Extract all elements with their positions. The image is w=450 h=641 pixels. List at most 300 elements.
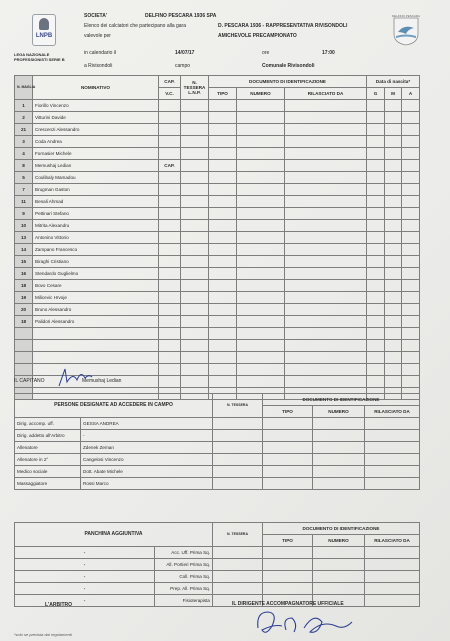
dirigente-signature-icon: [252, 604, 362, 640]
player-birth-m: [385, 352, 402, 364]
player-cap: [159, 268, 181, 280]
persona-name: GESSA ANDREA: [81, 418, 213, 430]
persona-tessera: [213, 442, 263, 454]
panchina-numero-header: NUMERO: [313, 535, 365, 547]
player-row: [15, 256, 420, 268]
player-doc-numero: [237, 328, 285, 340]
col-doc-header: DOCUMENTO DI IDENTIFICAZIONE: [209, 76, 367, 88]
player-row: [15, 148, 420, 160]
player-doc-rilasciato: [285, 100, 367, 112]
player-name: Benali Ahmad: [33, 196, 159, 208]
persone-table: [14, 393, 420, 490]
player-doc-tipo: [209, 232, 237, 244]
player-tessera: [181, 304, 209, 316]
player-doc-tipo: [209, 364, 237, 376]
player-doc-numero: [237, 124, 285, 136]
player-number: 4: [15, 148, 33, 160]
player-tessera: [181, 316, 209, 328]
player-name: Fornasier Michele: [33, 148, 159, 160]
panchina-row: [15, 571, 420, 583]
player-number: 5: [15, 172, 33, 184]
panchina-table: [14, 522, 420, 607]
player-number: 15: [15, 256, 33, 268]
player-doc-rilasciato: [285, 136, 367, 148]
player-name: Mitrita Alexandru: [33, 220, 159, 232]
player-doc-rilasciato: [285, 112, 367, 124]
player-tessera: [181, 124, 209, 136]
player-name: [33, 328, 159, 340]
player-cap: [159, 196, 181, 208]
player-name: Pettinari Stefano: [33, 208, 159, 220]
player-doc-rilasciato: [285, 184, 367, 196]
player-doc-tipo: [209, 268, 237, 280]
player-tessera: [181, 268, 209, 280]
player-row: [15, 208, 420, 220]
persona-doc-numero: [313, 454, 365, 466]
persona-doc-rilasciato: [365, 418, 420, 430]
player-tessera: [181, 148, 209, 160]
player-row: [15, 340, 420, 352]
persona-name: Rossi Marco: [81, 478, 213, 490]
player-doc-tipo: [209, 244, 237, 256]
player-birth-g: [367, 136, 385, 148]
player-number: 9: [15, 208, 33, 220]
nascita-note: *solo se prevista dai regolamenti: [14, 632, 72, 637]
player-doc-tipo: [209, 340, 237, 352]
player-birth-a: [402, 256, 420, 268]
player-cap: [159, 280, 181, 292]
player-doc-rilasciato: [285, 364, 367, 376]
player-birth-g: [367, 100, 385, 112]
player-doc-tipo: [209, 316, 237, 328]
panchina-role: Prep. All. Prima Sq.: [155, 583, 213, 595]
player-doc-rilasciato: [285, 160, 367, 172]
player-row: [15, 112, 420, 124]
persona-role: Allenatore: [15, 442, 81, 454]
persona-doc-numero: [313, 466, 365, 478]
col-rilasciato-header: RILASCIATO DA: [285, 88, 367, 100]
player-doc-numero: [237, 220, 285, 232]
player-name: Brugman Gaston: [33, 184, 159, 196]
lnpb-emblem-icon: [39, 18, 49, 30]
persona-role: Dirig. accomp. uff.: [15, 418, 81, 430]
player-birth-a: [402, 124, 420, 136]
player-number: 3: [15, 136, 33, 148]
player-row: [15, 328, 420, 340]
panchina-tessera: [213, 571, 263, 583]
persona-row: [15, 454, 420, 466]
player-birth-a: [402, 268, 420, 280]
player-row: [15, 220, 420, 232]
panchina-rilasciato-header: RILASCIATO DA: [365, 535, 420, 547]
panchina-tessera: [213, 547, 263, 559]
player-birth-m: [385, 100, 402, 112]
player-name: Antonino Vittorio: [33, 232, 159, 244]
player-doc-tipo: [209, 196, 237, 208]
col-a-header: A: [402, 88, 420, 100]
player-tessera: [181, 328, 209, 340]
player-doc-tipo: [209, 352, 237, 364]
player-cap: [159, 184, 181, 196]
player-doc-numero: [237, 148, 285, 160]
player-cap: [159, 304, 181, 316]
player-number: 14: [15, 244, 33, 256]
player-cap: [159, 316, 181, 328]
col-numero-header: NUMERO: [237, 88, 285, 100]
player-doc-tipo: [209, 256, 237, 268]
lnpb-logo: [32, 14, 56, 46]
player-doc-numero: [237, 244, 285, 256]
persone-numero-header: NUMERO: [313, 406, 365, 418]
player-doc-tipo: [209, 292, 237, 304]
player-birth-a: [402, 280, 420, 292]
player-row: [15, 352, 420, 364]
elenco-text: Elenco dei calciatori che partecipano alla gara: [84, 23, 187, 29]
persona-doc-rilasciato: [365, 466, 420, 478]
persona-doc-tipo: [263, 454, 313, 466]
player-number: 18: [15, 316, 33, 328]
player-cap: CAP.: [159, 160, 181, 172]
panchina-role: Fisioterapista: [155, 595, 213, 607]
panchina-doc-tipo: [263, 547, 313, 559]
persona-tessera: [213, 430, 263, 442]
persona-name: Dott. Abate Michele: [81, 466, 213, 478]
player-row: [15, 316, 420, 328]
panchina-tessera: [213, 559, 263, 571]
persona-doc-tipo: [263, 478, 313, 490]
persona-doc-rilasciato: [365, 454, 420, 466]
valevole-label: valevole per: [84, 33, 111, 39]
player-number: [15, 340, 33, 352]
panchina-doc-numero: [313, 571, 365, 583]
player-doc-rilasciato: [285, 316, 367, 328]
player-birth-m: [385, 316, 402, 328]
player-cap: [159, 172, 181, 184]
player-number: 1: [15, 100, 33, 112]
ore-label: ore: [262, 50, 270, 56]
player-name: [33, 340, 159, 352]
player-doc-numero: [237, 316, 285, 328]
player-cap: [159, 376, 181, 388]
player-number: 18: [15, 280, 33, 292]
player-cap: [159, 148, 181, 160]
player-row: [15, 160, 420, 172]
societa-label: SOCIETA': [84, 13, 108, 19]
col-g-header: G: [367, 88, 385, 100]
player-birth-a: [402, 232, 420, 244]
persona-doc-tipo: [263, 430, 313, 442]
player-birth-g: [367, 280, 385, 292]
persona-row: [15, 478, 420, 490]
player-birth-m: [385, 244, 402, 256]
persona-row: [15, 418, 420, 430]
panchina-role: All. Portieri Prima Sq.: [155, 559, 213, 571]
player-birth-g: [367, 220, 385, 232]
panchina-row: [15, 559, 420, 571]
panchina-doc-numero: [313, 583, 365, 595]
persona-doc-tipo: [263, 418, 313, 430]
player-birth-m: [385, 232, 402, 244]
player-doc-numero: [237, 184, 285, 196]
player-birth-a: [402, 160, 420, 172]
player-doc-tipo: [209, 328, 237, 340]
player-birth-g: [367, 172, 385, 184]
player-tessera: [181, 100, 209, 112]
panchina-row: [15, 583, 420, 595]
player-doc-numero: [237, 112, 285, 124]
persona-name: -: [81, 430, 213, 442]
capitano-label: IL CAPITANO: [14, 378, 45, 384]
player-birth-a: [402, 328, 420, 340]
player-cap: [159, 220, 181, 232]
player-doc-tipo: [209, 148, 237, 160]
panchina-doc-tipo: [263, 571, 313, 583]
captain-signature-icon: [55, 366, 95, 388]
player-number: 2: [15, 112, 33, 124]
player-cap: [159, 364, 181, 376]
dolphin-crest-icon: [392, 16, 420, 46]
player-row: [15, 244, 420, 256]
player-birth-g: [367, 196, 385, 208]
player-row: [15, 232, 420, 244]
dirigente-label: IL DIRIGENTE ACCOMPAGNATORE UFFICIALE: [232, 601, 344, 607]
persone-doc-header: DOCUMENTO DI IDENTIFICAZIONE: [263, 394, 420, 406]
player-birth-a: [402, 304, 420, 316]
player-doc-rilasciato: [285, 292, 367, 304]
lega-label: LEGA NAZIONALE PROFESSIONISTI SERIE B: [14, 52, 65, 62]
player-name: [33, 364, 159, 376]
player-doc-numero: [237, 364, 285, 376]
persona-tessera: [213, 454, 263, 466]
player-tessera: [181, 352, 209, 364]
player-doc-rilasciato: [285, 352, 367, 364]
player-birth-m: [385, 136, 402, 148]
player-doc-tipo: [209, 208, 237, 220]
player-tessera: [181, 292, 209, 304]
col-maglia-header: N. MAGLIA: [15, 76, 33, 100]
persona-doc-numero: [313, 442, 365, 454]
col-nominativo-header: NOMINATIVO: [33, 76, 159, 100]
player-name: Coda Andrea: [33, 136, 159, 148]
player-birth-m: [385, 196, 402, 208]
player-row: [15, 304, 420, 316]
player-doc-tipo: [209, 136, 237, 148]
player-cap: [159, 292, 181, 304]
persone-rilasciato-header: RILASCIATO DA: [365, 406, 420, 418]
player-tessera: [181, 160, 209, 172]
player-doc-numero: [237, 376, 285, 388]
persone-tipo-header: TIPO: [263, 406, 313, 418]
player-doc-tipo: [209, 304, 237, 316]
calendario-label: in calendario il: [84, 50, 116, 56]
player-doc-tipo: [209, 112, 237, 124]
persona-row: [15, 466, 420, 478]
player-doc-rilasciato: [285, 328, 367, 340]
player-birth-g: [367, 244, 385, 256]
player-doc-numero: [237, 208, 285, 220]
player-birth-a: [402, 316, 420, 328]
persona-doc-numero: [313, 418, 365, 430]
player-row: [15, 136, 420, 148]
player-row: [15, 172, 420, 184]
persona-role: Medico sociale: [15, 466, 81, 478]
player-birth-a: [402, 100, 420, 112]
player-birth-g: [367, 304, 385, 316]
player-name: Coulibaly Mamadou: [33, 172, 159, 184]
persona-tessera: [213, 418, 263, 430]
player-birth-a: [402, 208, 420, 220]
player-number: 13: [15, 232, 33, 244]
panchina-role: Acc. Uff. Prima Sq.: [155, 547, 213, 559]
player-birth-g: [367, 184, 385, 196]
player-tessera: [181, 184, 209, 196]
player-doc-tipo: [209, 100, 237, 112]
player-birth-m: [385, 220, 402, 232]
player-name: Bruno Alessandro: [33, 304, 159, 316]
player-row: [15, 184, 420, 196]
player-birth-g: [367, 364, 385, 376]
panchina-doc-numero: [313, 559, 365, 571]
player-birth-m: [385, 256, 402, 268]
player-doc-rilasciato: [285, 196, 367, 208]
player-name: Crescenzi Alessandro: [33, 124, 159, 136]
player-number: 11: [15, 196, 33, 208]
persona-name: Zdenek Zeman: [81, 442, 213, 454]
player-doc-tipo: [209, 280, 237, 292]
player-number: 10: [15, 220, 33, 232]
player-cap: [159, 112, 181, 124]
panchina-tessera-header: N. TESSERA: [213, 523, 263, 547]
panchina-doc-rilasciato: [365, 595, 420, 607]
player-doc-rilasciato: [285, 124, 367, 136]
persona-role: Massaggiatore: [15, 478, 81, 490]
player-birth-g: [367, 352, 385, 364]
player-doc-numero: [237, 340, 285, 352]
player-birth-m: [385, 160, 402, 172]
player-tessera: [181, 232, 209, 244]
player-birth-m: [385, 280, 402, 292]
player-doc-rilasciato: [285, 280, 367, 292]
player-number: 16: [15, 268, 33, 280]
player-cap: [159, 340, 181, 352]
player-birth-m: [385, 292, 402, 304]
player-row: [15, 124, 420, 136]
player-cap: [159, 136, 181, 148]
player-birth-g: [367, 232, 385, 244]
panchina-doc-rilasciato: [365, 559, 420, 571]
player-name: Memushaj Ledian: [33, 160, 159, 172]
campo-label: campo: [175, 63, 191, 69]
player-birth-a: [402, 244, 420, 256]
player-birth-a: [402, 220, 420, 232]
player-birth-g: [367, 328, 385, 340]
player-number: 7: [15, 184, 33, 196]
player-doc-numero: [237, 256, 285, 268]
persona-row: [15, 430, 420, 442]
panchina-dash: -: [15, 547, 155, 559]
date-value: 14/07/17: [175, 50, 195, 56]
player-number: 8: [15, 160, 33, 172]
panchina-doc-rilasciato: [365, 547, 420, 559]
valevole-value: AMICHEVOLE PRECAMPIONATO: [218, 33, 297, 39]
player-birth-m: [385, 364, 402, 376]
player-doc-numero: [237, 268, 285, 280]
player-row: [15, 280, 420, 292]
player-birth-a: [402, 112, 420, 124]
col-tessera-header: N. TESSERA L.N.P.: [181, 76, 209, 100]
persona-tessera: [213, 466, 263, 478]
player-tessera: [181, 280, 209, 292]
player-doc-rilasciato: [285, 208, 367, 220]
player-doc-tipo: [209, 172, 237, 184]
player-doc-rilasciato: [285, 244, 367, 256]
player-name: [33, 352, 159, 364]
player-tessera: [181, 364, 209, 376]
player-number: 21: [15, 124, 33, 136]
player-birth-a: [402, 376, 420, 388]
persona-doc-tipo: [263, 466, 313, 478]
col-cap-header: CAP.: [159, 76, 181, 88]
persona-role: Allenatore in 2°: [15, 454, 81, 466]
ore-value: 17:00: [322, 50, 335, 56]
player-doc-numero: [237, 280, 285, 292]
player-birth-a: [402, 148, 420, 160]
player-doc-numero: [237, 136, 285, 148]
persona-name: Cangelosi Vincenzo: [81, 454, 213, 466]
campo-value: Comunale Rivisondoli: [262, 63, 315, 69]
player-name: Zampano Francesco: [33, 244, 159, 256]
panchina-doc-header: DOCUMENTO DI IDENTIFICAZIONE: [263, 523, 420, 535]
persona-row: [15, 442, 420, 454]
player-name: Stendardo Guglielmo: [33, 268, 159, 280]
player-doc-rilasciato: [285, 256, 367, 268]
player-birth-g: [367, 208, 385, 220]
player-cap: [159, 232, 181, 244]
col-vc-header: V.C.: [159, 88, 181, 100]
player-row: [15, 196, 420, 208]
player-doc-rilasciato: [285, 304, 367, 316]
panchina-title: PANCHINA AGGIUNTIVA: [15, 523, 213, 547]
arbitro-label: L'ARBITRO: [45, 602, 73, 608]
panchina-doc-numero: [313, 547, 365, 559]
club-logo-text: DELFINO PESCARA: [391, 14, 421, 18]
lnpb-logo-text: LNPB: [35, 33, 53, 39]
player-tessera: [181, 256, 209, 268]
player-birth-a: [402, 136, 420, 148]
player-doc-rilasciato: [285, 172, 367, 184]
persona-tessera: [213, 478, 263, 490]
player-birth-m: [385, 124, 402, 136]
player-birth-g: [367, 292, 385, 304]
societa-value: DELFINO PESCARA 1936 SPA: [145, 13, 217, 19]
player-cap: [159, 328, 181, 340]
player-doc-numero: [237, 160, 285, 172]
player-doc-rilasciato: [285, 232, 367, 244]
player-cap: [159, 352, 181, 364]
persona-doc-numero: [313, 430, 365, 442]
panchina-dash: -: [15, 583, 155, 595]
player-doc-rilasciato: [285, 268, 367, 280]
player-tessera: [181, 136, 209, 148]
player-tessera: [181, 172, 209, 184]
persone-tessera-header: N. TESSERA: [213, 394, 263, 418]
panchina-role: Coll. Prima Sq.: [155, 571, 213, 583]
players-table: [14, 75, 420, 400]
player-cap: [159, 100, 181, 112]
col-nascita-header: Data di nascita*: [367, 76, 420, 88]
player-name: Biraghi Cristiano: [33, 256, 159, 268]
player-doc-rilasciato: [285, 340, 367, 352]
